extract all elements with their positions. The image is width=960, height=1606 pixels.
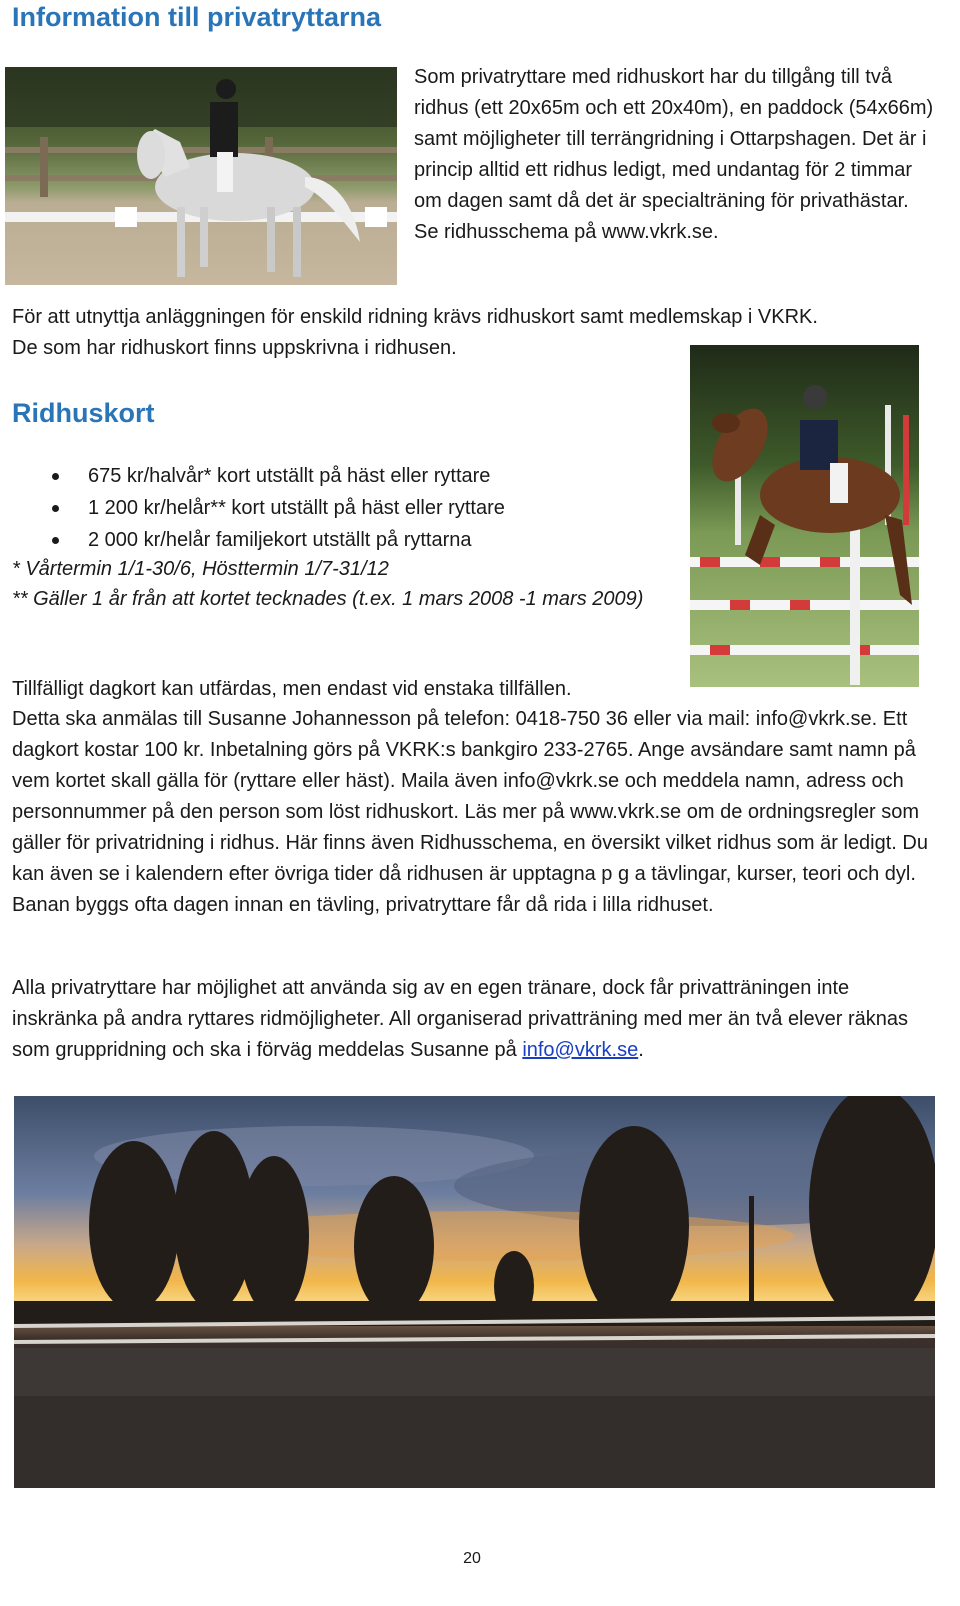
- dagkort-intro: Tillfälligt dagkort kan utfärdas, men endast vid enstaka tillfällen.: [12, 678, 572, 700]
- dagkort-paragraph: Detta ska anmälas till Susanne Johannesson på telefon: 0418-750 36 eller via mail: info@vkrk.se. Ett dagkort kostar 100 kr. Inbetalning görs på VKRK:s bankgiro 233-2765. Ange avsändare samt namn på vem kortet skall gälla för (ryttare eller häst). Maila även info@vkrk.se och meddela namn, adress och personnummer på den person som löst ridhuskort. Läs mer på www.vkrk.se om de ordningsregler som gäller för privatridning i ridhus. Här finns även Ridhusschema, en översikt vilket ridhus som är ledigt. Du kan även se i kalendern efter övriga tider då ridhusen är upptagna p g a tävlingar, kurser, teori och dyl. Banan byggs ofta dagen innan en tävling, privatryttare får då rida i lilla ridhuset.: [12, 708, 928, 916]
- validity-note: ** Gäller 1 år från att kortet tecknades (t.ex. 1 mars 2008 -1 mars 2009): [12, 588, 644, 610]
- list-item: 1 200 kr/helår** kort utställt på häst eller ryttare: [12, 492, 672, 524]
- dressage-horse-photo: [5, 67, 397, 285]
- list-item: 2 000 kr/helår familjekort utställt på ryttarna: [12, 524, 672, 556]
- intro-paragraph: Som privatryttare med ridhuskort har du tillgång till två ridhus (ett 20x65m och ett 20x40m), en paddock (54x66m) samt möjligheter till terrängridning i Ottarpshagen. Det är i princip alltid ett ridhus ledigt, med undantag för 2 timmar om dagen samt då det är specialträning för privathästar. Se ridhusschema på www.vkrk.se.: [414, 66, 934, 243]
- page-number: 20: [463, 1550, 481, 1567]
- trainer-end: .: [638, 1039, 644, 1061]
- requirement-line: För att utnyttja anläggningen för enskild ridning krävs ridhuskort samt medlemskap i VKRK.: [12, 306, 818, 328]
- page-title: Information till privatryttarna: [12, 2, 382, 32]
- term-note: * Vårtermin 1/1-30/6, Hösttermin 1/7-31/12: [12, 558, 389, 580]
- trainer-text: Alla privatryttare har möjlighet att använda sig av en egen tränare, dock får privatträningen inte inskränka på andra ryttares ridmöjligheter. All organiserad privatträning med mer än två elever räknas som gruppridning och ska i förväg meddelas Susanne på: [12, 977, 908, 1061]
- price-list: [12, 460, 672, 556]
- trainer-paragraph: [12, 973, 940, 1066]
- email-link[interactable]: info@vkrk.se: [522, 1039, 639, 1061]
- ridhuskort-heading: Ridhuskort: [12, 398, 155, 428]
- show-jumping-photo: [690, 345, 919, 687]
- list-item: 675 kr/halvår* kort utställt på häst eller ryttare: [12, 460, 672, 492]
- requirement-line-2: De som har ridhuskort finns uppskrivna i ridhusen.: [12, 337, 457, 359]
- sunset-arena-photo: [14, 1096, 935, 1488]
